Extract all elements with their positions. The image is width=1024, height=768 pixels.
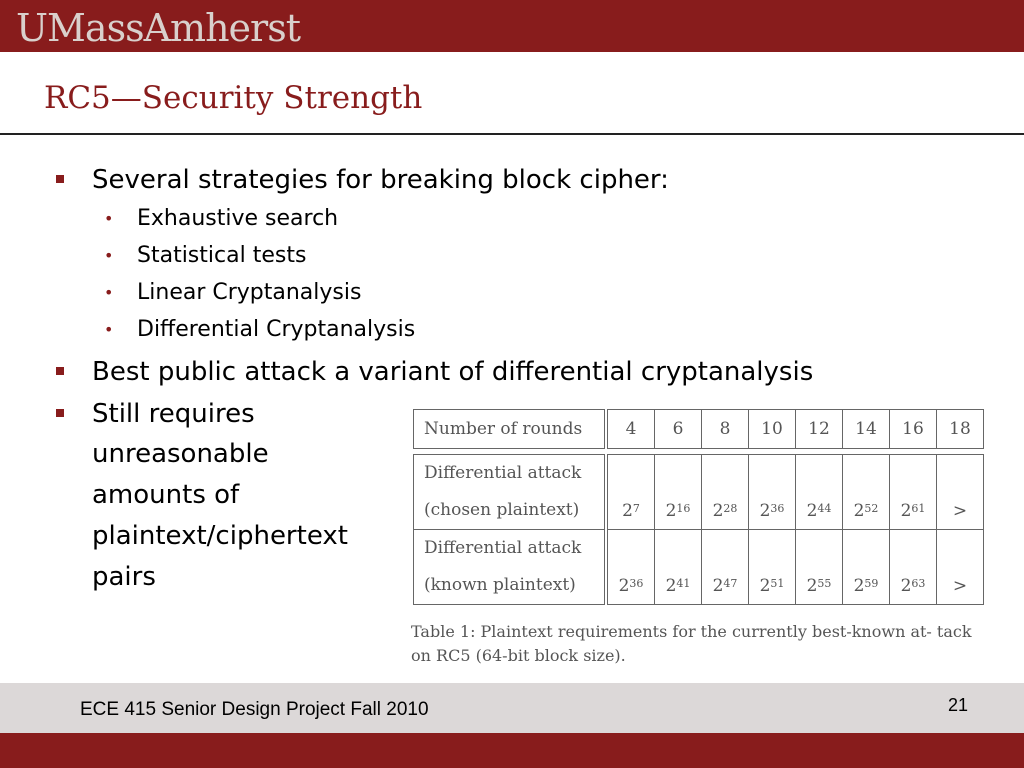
row-label-line: Differential attack (424, 538, 582, 558)
sub-bullet-text: Linear Cryptanalysis (137, 280, 362, 305)
round-header: 16 (890, 410, 937, 449)
table-row (414, 530, 984, 605)
header-bar (0, 0, 1024, 52)
dot-bullet-icon: • (104, 209, 114, 228)
table-cell: $2^{51}$ (749, 530, 796, 605)
table-cell: $2^{61}$ (890, 455, 937, 530)
table-cell: $2^{28}$ (702, 455, 749, 530)
table-cell: > (937, 455, 984, 530)
page-number: 21 (948, 695, 969, 715)
table-header-label: Number of rounds (414, 410, 607, 449)
table-cell: $2^{47}$ (702, 530, 749, 605)
table-cell: $2^{36}$ (749, 455, 796, 530)
bullet-3-line: amounts of (92, 480, 240, 510)
footer-course: ECE 415 Senior Design Project Fall 2010 (80, 699, 429, 720)
bottom-bar (0, 733, 1024, 768)
title-divider (0, 133, 1024, 135)
slide-title: RC5—Security Strength (44, 80, 423, 116)
table-cell: $2^{36}$ (606, 530, 655, 605)
bullet-3-line: plaintext/ciphertext (92, 521, 348, 551)
table-cell: $2^{41}$ (655, 530, 702, 605)
table-cell: $2^{44}$ (796, 455, 843, 530)
table-row (414, 455, 984, 530)
row-label-line: Differential attack (424, 463, 582, 483)
bullet-3-line: unreasonable (92, 439, 269, 469)
row-label-line: (chosen plaintext) (424, 500, 580, 520)
row-label (414, 455, 607, 530)
table-cell: $2^{59}$ (843, 530, 890, 605)
bullet-text: Still requires (92, 399, 255, 429)
dot-bullet-icon: • (104, 320, 114, 339)
table-cell: > (937, 530, 984, 605)
table-cell: $2^{52}$ (843, 455, 890, 530)
round-header: 18 (937, 410, 984, 449)
row-label-line: (known plaintext) (424, 575, 576, 595)
square-bullet-icon (56, 175, 64, 183)
table-header-row (414, 410, 984, 449)
round-header: 14 (843, 410, 890, 449)
attack-requirements-table (413, 409, 984, 605)
table-caption: Table 1: Plaintext requirements for the currently best-known at- tack on RC5 (64-bit block size). (411, 622, 972, 665)
bullet-3-line: pairs (92, 562, 156, 592)
round-header: 6 (655, 410, 702, 449)
dot-bullet-icon: • (104, 283, 114, 302)
table-cell: $2^{55}$ (796, 530, 843, 605)
bullet-text: Several strategies for breaking block cipher: (92, 165, 669, 195)
round-header: 10 (749, 410, 796, 449)
table-cell: $2^{63}$ (890, 530, 937, 605)
square-bullet-icon (56, 409, 64, 417)
dot-bullet-icon: • (104, 246, 114, 265)
umass-amherst-logo: UMassAmherst (16, 6, 300, 50)
table-cell: $2^{16}$ (655, 455, 702, 530)
square-bullet-icon (56, 367, 64, 375)
sub-bullet-text: Differential Cryptanalysis (137, 317, 416, 342)
sub-bullet-text: Statistical tests (137, 243, 307, 268)
sub-bullet-text: Exhaustive search (137, 206, 339, 231)
bullet-text: Best public attack a variant of differential cryptanalysis (92, 357, 814, 387)
round-header: 8 (702, 410, 749, 449)
footer-bar (0, 683, 1024, 733)
table-cell: $2^7$ (606, 455, 655, 530)
row-label (414, 530, 607, 605)
round-header: 4 (606, 410, 655, 449)
round-header: 12 (796, 410, 843, 449)
